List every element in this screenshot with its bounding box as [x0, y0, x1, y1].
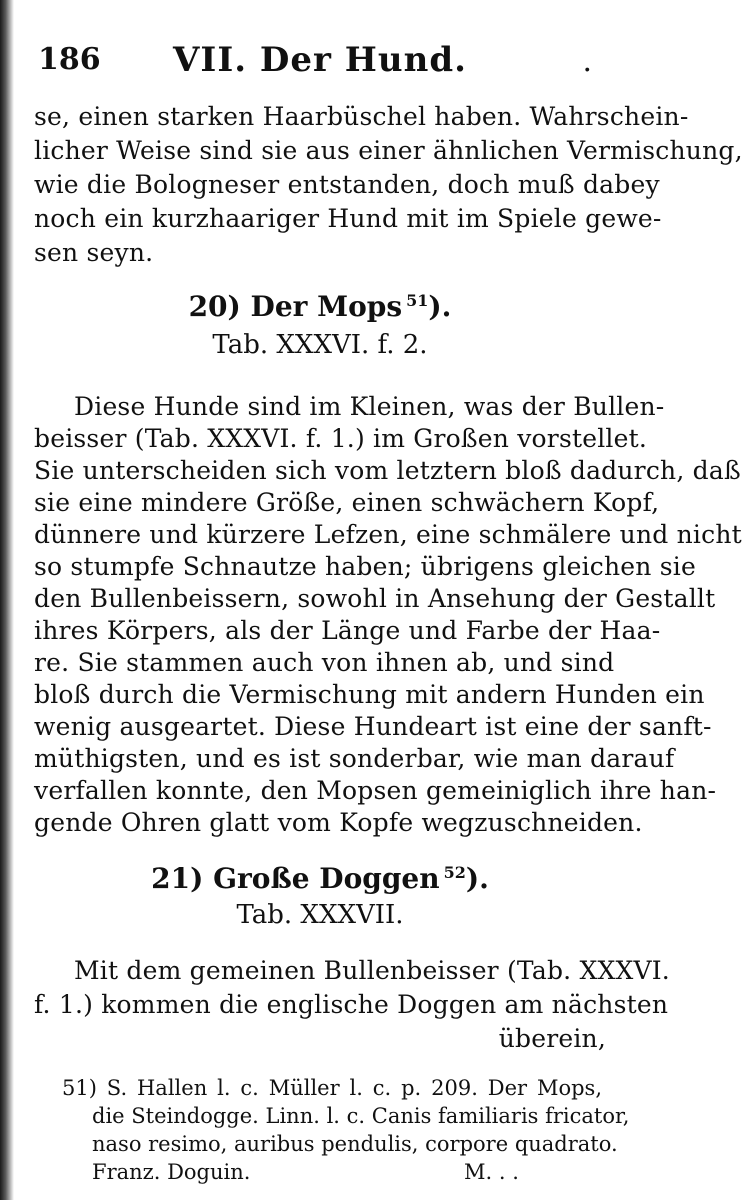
text-line: ihres Körpers, als der Länge und Farbe der Haa- — [34, 616, 661, 645]
text-line: Mit dem gemeinen Bullenbeisser (Tab. XXXVI. — [74, 956, 670, 985]
text-line: müthigsten, und es ist sonderbar, wie man darauf — [34, 744, 675, 773]
text-line: Diese Hunde sind im Kleinen, was der Bullen- — [74, 392, 665, 421]
page-header — [30, 40, 610, 90]
text-line: wie die Bologneser entstanden, doch muß dabey — [34, 170, 660, 199]
text-line: se, einen starken Haarbüschel haben. Wahrschein- — [34, 102, 689, 131]
text-line: sen seyn. — [34, 238, 154, 267]
section-heading-mops — [0, 290, 640, 323]
text-line: Sie unterscheiden sich vom letztern bloß dadurch, daß — [34, 456, 741, 485]
section-title: 20) Der Mops — [188, 290, 403, 323]
text-line: so stumpfe Schnautze haben; übrigens gleichen sie — [34, 552, 696, 581]
text-line: re. Sie stammen auch von ihnen ab, und sind — [34, 648, 615, 677]
footnote-line: 51) S. Hallen l. c. Müller l. c. p. 209. Der Mops, — [62, 1076, 602, 1100]
text-line: gende Ohren glatt vom Kopfe wegzuschneiden. — [34, 808, 643, 837]
footnote-line: Franz. Doguin. M. . . — [92, 1160, 519, 1184]
text-line: noch ein kurzhaariger Hund mit im Spiele gewe- — [34, 204, 662, 233]
footnote-ref: 52 — [443, 862, 466, 882]
plate-reference: Tab. XXXVI. f. 2. — [212, 330, 428, 360]
text-line: überein, — [498, 1024, 606, 1053]
text-line: verfallen konnte, den Mopsen gemeiniglich ihre han- — [34, 776, 717, 805]
text-line: wenig ausgeartet. Diese Hundeart ist eine der sanft- — [34, 712, 712, 741]
footnote-ref-close: ). — [465, 862, 489, 895]
text-line: sie eine mindere Größe, einen schwächern Kopf, — [34, 488, 660, 517]
text-line: licher Weise sind sie aus einer ähnlichen Vermischung, — [34, 136, 743, 165]
plate-reference: Tab. XXXVII. — [236, 900, 404, 930]
page-number: 186 — [38, 42, 101, 77]
section-heading-doggen — [0, 862, 640, 895]
footnote-ref: 51 — [406, 290, 429, 310]
text-line: den Bullenbeissern, sowohl in Ansehung der Gestallt — [34, 584, 716, 613]
text-line: bloß durch die Vermischung mit andern Hunden ein — [34, 680, 705, 709]
footnote-ref-close: ). — [428, 290, 452, 323]
text-line: f. 1.) kommen die englische Doggen am nächsten — [34, 990, 669, 1019]
text-line: dünnere und kürzere Lefzen, eine schmälere und nicht — [34, 520, 742, 549]
text-line: beisser (Tab. XXXVI. f. 1.) im Großen vorstellet. — [34, 424, 647, 453]
section-title: 21) Große Doggen — [151, 862, 440, 895]
footnote-line: die Steindogge. Linn. l. c. Canis familiaris fricator, — [92, 1104, 630, 1128]
header-mark: . — [582, 44, 592, 79]
running-title: VII. Der Hund. — [173, 40, 467, 80]
footnote-line: naso resimo, auribus pendulis, corpore quadrato. — [92, 1132, 618, 1156]
binding-shadow — [0, 0, 14, 1200]
